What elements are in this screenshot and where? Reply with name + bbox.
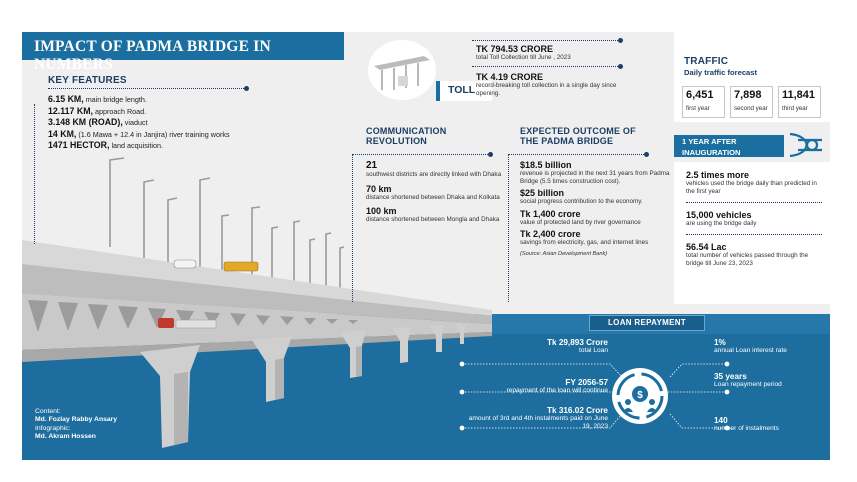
road-interchange-icon <box>790 134 822 156</box>
inauguration-panel <box>674 162 830 304</box>
key-features-heading: KEY FEATURES <box>48 75 127 86</box>
loan-right-item: 35 years Loan repayment period <box>714 372 782 388</box>
inauguration-item: 2.5 times more vehicles used the bridge daily than predicted in the first year <box>686 170 817 195</box>
infographic-canvas <box>22 32 830 460</box>
key-features-vline <box>34 104 35 244</box>
toll-divider-1 <box>472 40 620 41</box>
loan-left-item: FY 2056-57 repayment of the loan will continue <box>506 378 608 394</box>
inauguration-item: 56.54 Lac total number of vehicles passed through the bridge till June 23, 2023 <box>686 242 809 267</box>
loan-right-item: 140 number of instalments <box>714 416 779 432</box>
loan-left-item: Tk 29,893 Crore total Loan <box>547 338 608 354</box>
toll-dot-2 <box>618 64 623 69</box>
traffic-panel <box>674 32 830 122</box>
key-feature-item: 1471 HECTOR, land acquisition. <box>48 140 163 150</box>
inauguration-item: 15,000 vehicles are using the bridge daily <box>686 210 757 227</box>
toll-plaza-icon <box>368 40 436 100</box>
toll-item-1: TK 794.53 CRORE total Toll Collection till June , 2023 <box>476 44 571 61</box>
inauguration-divider <box>686 202 822 203</box>
communication-heading: COMMUNICATION REVOLUTION <box>366 126 447 146</box>
train-icon <box>158 318 174 328</box>
key-feature-item: 14 KM, (1.6 Mawa + 12.4 in Janjira) river training works <box>48 128 230 139</box>
expected-divider <box>508 154 646 155</box>
toll-label: TOLL <box>448 84 476 96</box>
toll-divider-2 <box>472 66 620 67</box>
train-carriage <box>176 320 216 328</box>
key-feature-item: 3.148 KM (ROAD), viaduct <box>48 117 148 127</box>
traffic-forecast-card: 6,451 first year <box>682 86 725 118</box>
bus-icon <box>224 262 258 271</box>
expected-list: $18.5 billion revenue is projected in the next 31 years from Padma Bridge (5.5 times construction cost). $25 billion social progress contribution to the economy. Tk 1,400 crore value of protected land by river governance Tk 2,400 crore savings from electricity, gas, and internet lines (Source: Asian Development Bank) <box>520 160 670 257</box>
communication-dot <box>488 152 493 157</box>
loan-left-item: Tk 316.02 Crore amount of 3rd and 4th instalments paid on June 19, 2023 <box>468 406 608 430</box>
toll-dot-1 <box>618 38 623 43</box>
communication-divider <box>352 154 490 155</box>
key-features-divider <box>48 88 246 89</box>
loan-cycle-icon <box>612 368 668 424</box>
car-icon <box>174 260 196 268</box>
communication-vline <box>352 154 353 302</box>
expected-heading: EXPECTED OUTCOME OF THE PADMA BRIDGE <box>520 126 636 146</box>
traffic-forecast-card: 7,898 second year <box>730 86 773 118</box>
traffic-forecast-card: 11,841 third year <box>778 86 821 118</box>
traffic-subheading: Daily traffic forecast <box>684 68 758 77</box>
expected-vline <box>508 154 509 302</box>
svg-text:$: $ <box>637 390 643 401</box>
page-title: IMPACT OF PADMA BRIDGE IN NUMBERS <box>34 38 271 73</box>
key-features-list <box>48 94 308 152</box>
traffic-heading: TRAFFIC <box>684 56 729 67</box>
key-feature-item: 6.15 KM, main bridge length. <box>48 94 147 104</box>
loan-right-item: 1% annual Loan interest rate <box>714 338 787 354</box>
toll-item-2: TK 4.19 CRORE record-breaking toll collection in a single day since opening. <box>476 72 617 97</box>
inauguration-divider <box>686 234 822 235</box>
credits: Content: Md. Fozlay Rabby Ansary Infographic: Md. Akram Hossen <box>35 408 118 441</box>
page-title-bar <box>22 32 344 73</box>
loan-repayment-heading: LOAN REPAYMENT <box>589 315 705 331</box>
key-features-dot <box>244 86 249 91</box>
inauguration-heading-bar: 1 YEAR AFTER INAUGURATION <box>674 135 784 157</box>
key-feature-item: 12.117 KM, approach Road. <box>48 105 147 116</box>
expected-dot <box>644 152 649 157</box>
communication-list: 21 southwest districts are directly linked with Dhaka 70 km distance shortened between Dhaka and Kolkata 100 km distance shortened between Mongla and Dhaka <box>366 160 502 224</box>
expected-source: (Source: Asian Development Bank) <box>520 250 608 257</box>
